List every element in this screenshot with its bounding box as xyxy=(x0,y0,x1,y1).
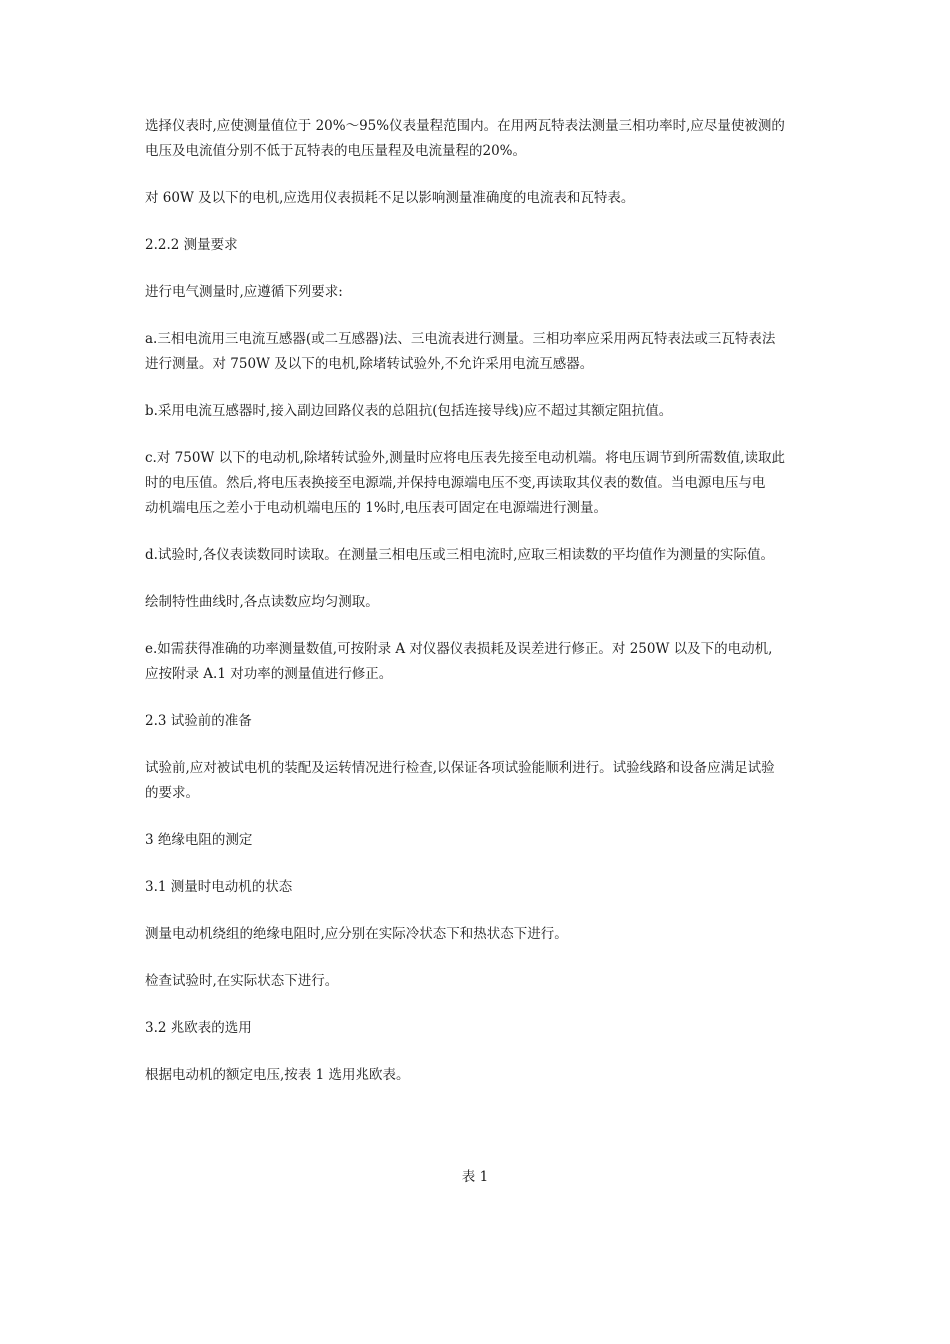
text-line: 电压及电流值分别不低于瓦特表的电压量程及电流量程的20%。 xyxy=(145,143,527,159)
section-heading-2-2-2: 2.2.2 测量要求 xyxy=(145,237,238,253)
text-line: 试验前,应对被试电机的装配及运转情况进行检查,以保证各项试验能顺利进行。试验线路和设备应满足试验 xyxy=(145,760,775,776)
table-caption: 表 1 xyxy=(461,1169,489,1185)
paragraph-60w-motor: 对 60W 及以下的电机,应选用仪表损耗不足以影响测量准确度的电流表和瓦特表。 xyxy=(145,190,635,206)
paragraph-pre-test xyxy=(145,756,810,806)
paragraph-instrument-range xyxy=(145,114,810,164)
text-line: 应按附录 A.1 对功率的测量值进行修正。 xyxy=(145,666,393,682)
text-line: e.如需获得准确的功率测量数值,可按附录 A 对仪器仪表损耗及误差进行修正。对 250W 以及下的电动机, xyxy=(145,641,773,657)
section-heading-3: 3 绝缘电阻的测定 xyxy=(145,832,253,848)
paragraph-item-b: b.采用电流互感器时,接入副边回路仪表的总阻抗(包括连接导线)应不超过其额定阻抗值。 xyxy=(145,403,673,419)
paragraph-item-c xyxy=(145,446,810,521)
text-line: c.对 750W 以下的电动机,除堵转试验外,测量时应将电压表先接至电动机端。将电压调节到所需数值,读取此 xyxy=(145,450,785,466)
text-line: 进行测量。对 750W 及以下的电机,除堵转试验外,不允许采用电流互感器。 xyxy=(145,356,594,372)
document-body xyxy=(145,114,810,1110)
paragraph-inspection-test: 检查试验时,在实际状态下进行。 xyxy=(145,973,339,989)
paragraph-curve-plotting: 绘制特性曲线时,各点读数应均匀测取。 xyxy=(145,594,379,610)
text-line: 时的电压值。然后,将电压表换接至电源端,并保持电源端电压不变,再读取其仪表的数值。当电源电压与电 xyxy=(145,475,766,491)
paragraph-item-d: d.试验时,各仪表读数同时读取。在测量三相电压或三相电流时,应取三相读数的平均值作为测量的实际值。 xyxy=(145,547,775,563)
text-line: 选择仪表时,应使测量值位于 20%～95%仪表量程范围内。在用两瓦特表法测量三相功率时,应尽量使被测的 xyxy=(145,118,785,134)
section-heading-3-2: 3.2 兆欧表的选用 xyxy=(145,1020,252,1036)
section-heading-3-1: 3.1 测量时电动机的状态 xyxy=(145,879,293,895)
paragraph-item-a xyxy=(145,327,810,377)
text-line: a.三相电流用三电流互感器(或二互感器)法、三电流表进行测量。三相功率应采用两瓦特表法或三瓦特表法 xyxy=(145,331,776,347)
text-line: 的要求。 xyxy=(145,785,199,801)
paragraph-megohmmeter-selection: 根据电动机的额定电压,按表 1 选用兆欧表。 xyxy=(145,1067,410,1083)
text-line: 动机端电压之差小于电动机端电压的 1%时,电压表可固定在电源端进行测量。 xyxy=(145,500,607,516)
paragraph-requirements-intro: 进行电气测量时,应遵循下列要求: xyxy=(145,284,343,300)
paragraph-insulation-states: 测量电动机绕组的绝缘电阻时,应分别在实际冷状态下和热状态下进行。 xyxy=(145,926,568,942)
section-heading-2-3: 2.3 试验前的准备 xyxy=(145,713,252,729)
paragraph-item-e xyxy=(145,637,810,687)
